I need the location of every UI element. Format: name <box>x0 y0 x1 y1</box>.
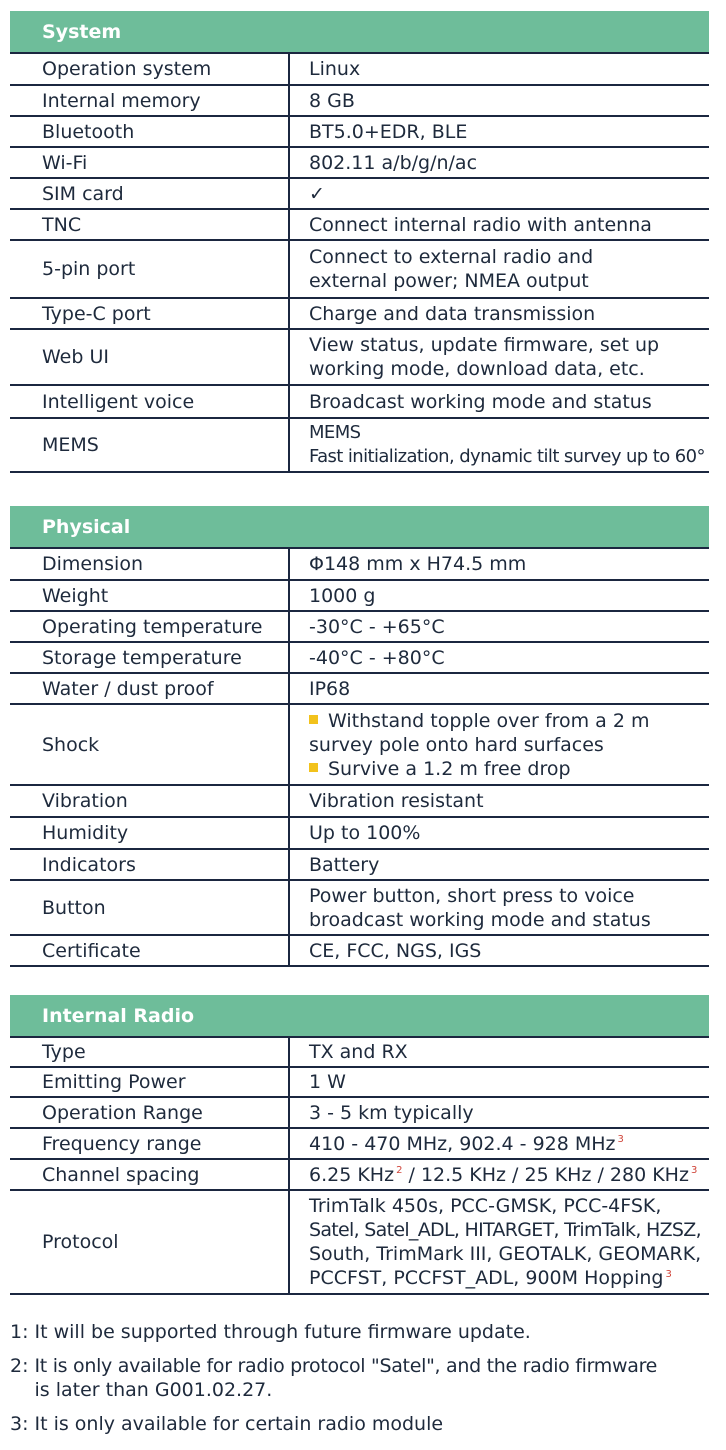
value-line: Fast initialization, dynamic tilt survey up to 60° <box>309 446 705 467</box>
system-section <box>10 11 709 473</box>
table-row <box>10 298 709 329</box>
footnote-number: 3: <box>10 1413 29 1435</box>
spec-label: SIM card <box>10 178 289 209</box>
footnote-marker: 3 <box>617 1134 624 1146</box>
table-row <box>10 1159 709 1190</box>
spec-value: Linux <box>289 53 709 85</box>
spec-label: 5-pin port <box>10 240 289 298</box>
spec-value: 1000 g <box>289 580 709 611</box>
section-header: System <box>10 11 709 52</box>
table-row <box>10 418 709 472</box>
table-row <box>10 85 709 116</box>
table-row <box>10 178 709 209</box>
table-row <box>10 935 709 966</box>
spec-value: TX and RX <box>289 1037 709 1067</box>
spec-label: Button <box>10 880 289 935</box>
internal-radio-section <box>10 995 709 1295</box>
list-item: Withstand topple over from a 2 m <box>309 709 705 733</box>
table-row <box>10 385 709 418</box>
table-row <box>10 580 709 611</box>
footnote <box>10 1412 716 1436</box>
bullet-list <box>289 704 709 785</box>
bullet-square-icon <box>309 715 318 724</box>
spec-label: Type <box>10 1037 289 1067</box>
radio-table <box>10 1036 709 1295</box>
footnote-number: 2: <box>10 1355 29 1377</box>
footnote <box>10 1354 716 1402</box>
spec-value: IP68 <box>289 673 709 704</box>
spec-label: Weight <box>10 580 289 611</box>
spec-label: Operation Range <box>10 1097 289 1128</box>
value-line: external power; NMEA output <box>309 270 589 292</box>
value-line: broadcast working mode and status <box>309 908 651 931</box>
section-header: Internal Radio <box>10 995 709 1036</box>
table-row <box>10 329 709 385</box>
table-row <box>10 1067 709 1097</box>
footnote <box>10 1320 716 1344</box>
spec-value: 1 W <box>289 1067 709 1097</box>
table-row <box>10 880 709 935</box>
list-item-continuation: survey pole onto hard surfaces <box>309 733 604 756</box>
spec-value: -30°C - +65°C <box>289 611 709 642</box>
spec-label: Type-C port <box>10 298 289 329</box>
spec-value: Broadcast working mode and status <box>289 385 709 418</box>
table-row <box>10 611 709 642</box>
value-line: TrimTalk 450s, PCC-GMSK, PCC-4FSK, <box>309 1195 662 1217</box>
value-line: Satel, Satel_ADL, HITARGET, TrimTalk, HZSZ, <box>309 1219 701 1241</box>
spec-value: Connect internal radio with antenna <box>289 209 709 240</box>
spec-label: Frequency range <box>10 1128 289 1159</box>
spec-value: Charge and data transmission <box>289 298 709 329</box>
spec-label: Humidity <box>10 817 289 849</box>
spec-label: Web UI <box>10 329 289 385</box>
spec-label: Dimension <box>10 548 289 580</box>
table-row <box>10 817 709 849</box>
spec-label: Operation system <box>10 53 289 85</box>
value-line: PCCFST, PCCFST_ADL, 900M Hopping $^3$ <box>309 1267 672 1289</box>
physical-table <box>10 547 709 967</box>
spec-label: Emitting Power <box>10 1067 289 1097</box>
spec-value <box>289 240 709 298</box>
spec-label: Storage temperature <box>10 642 289 673</box>
table-row <box>10 209 709 240</box>
spec-value: Battery <box>289 849 709 880</box>
list-item: Survive a 1.2 m free drop <box>309 757 705 781</box>
spec-label: Bluetooth <box>10 116 289 147</box>
footnote-text: It will be supported through future firmware update. <box>34 1321 531 1343</box>
table-row <box>10 673 709 704</box>
spec-label: Shock <box>10 704 289 785</box>
footnote-text: It is only available for certain radio module <box>34 1413 444 1435</box>
spec-value: 6.25 KHz $^2$ / 12.5 KHz / 25 KHz / 280 KHz $^3$ <box>289 1159 709 1190</box>
spec-label: Operating temperature <box>10 611 289 642</box>
spec-label: Water / dust proof <box>10 673 289 704</box>
spec-label: TNC <box>10 209 289 240</box>
table-row <box>10 1128 709 1159</box>
table-row <box>10 849 709 880</box>
spec-label: Vibration <box>10 785 289 817</box>
spec-value <box>289 1190 709 1294</box>
table-row <box>10 642 709 673</box>
spec-value: 3 - 5 km typically <box>289 1097 709 1128</box>
spec-label: Certificate <box>10 935 289 966</box>
footnote-number: 1: <box>10 1321 29 1343</box>
table-row <box>10 1190 709 1294</box>
table-row <box>10 704 709 785</box>
spec-value: CE, FCC, NGS, IGS <box>289 935 709 966</box>
spec-value: Φ148 mm x H74.5 mm <box>289 548 709 580</box>
table-row <box>10 785 709 817</box>
spec-label: Wi-Fi <box>10 147 289 178</box>
spec-label: Indicators <box>10 849 289 880</box>
table-row <box>10 53 709 85</box>
spec-value: Up to 100% <box>289 817 709 849</box>
spec-label: Protocol <box>10 1190 289 1294</box>
footnote-marker: 3 <box>665 1268 672 1280</box>
spec-value <box>289 329 709 385</box>
spec-value: 802.11 a/b/g/n/ac <box>289 147 709 178</box>
spec-label: Internal memory <box>10 85 289 116</box>
table-row <box>10 548 709 580</box>
spec-value: Vibration resistant <box>289 785 709 817</box>
spec-label: MEMS <box>10 418 289 472</box>
table-row <box>10 147 709 178</box>
value-line: South, TrimMark III, GEOTALK, GEOMARK, <box>309 1243 702 1265</box>
spec-value: -40°C - +80°C <box>289 642 709 673</box>
spec-value: BT5.0+EDR, BLE <box>289 116 709 147</box>
check-icon: ✓ <box>289 178 709 209</box>
value-line: Connect to external radio and <box>309 246 594 268</box>
spec-value <box>289 880 709 935</box>
table-row <box>10 1097 709 1128</box>
value-line: working mode, download data, etc. <box>309 358 645 380</box>
section-header: Physical <box>10 506 709 547</box>
footnote-marker: 2 <box>396 1165 403 1177</box>
value-line: Power button, short press to voice <box>309 884 635 907</box>
value-line: View status, update firmware, set up <box>309 334 660 356</box>
footnote-marker: 3 <box>690 1165 698 1177</box>
spec-value: 8 GB <box>289 85 709 116</box>
spec-label: Channel spacing <box>10 1159 289 1190</box>
system-table <box>10 52 709 473</box>
table-row <box>10 1037 709 1067</box>
footnotes <box>10 1320 716 1436</box>
spec-label: Intelligent voice <box>10 385 289 418</box>
table-row <box>10 116 709 147</box>
spec-value <box>289 418 709 472</box>
table-row <box>10 240 709 298</box>
spec-value: 410 - 470 MHz, 902.4 - 928 MHz $^3$ <box>289 1128 709 1159</box>
footnote-text: It is only available for radio protocol "Satel", and the radio firmware is later than G001.02.27. <box>34 1355 658 1401</box>
physical-section <box>10 506 709 967</box>
value-line: MEMS <box>309 422 361 443</box>
bullet-square-icon <box>309 763 318 772</box>
